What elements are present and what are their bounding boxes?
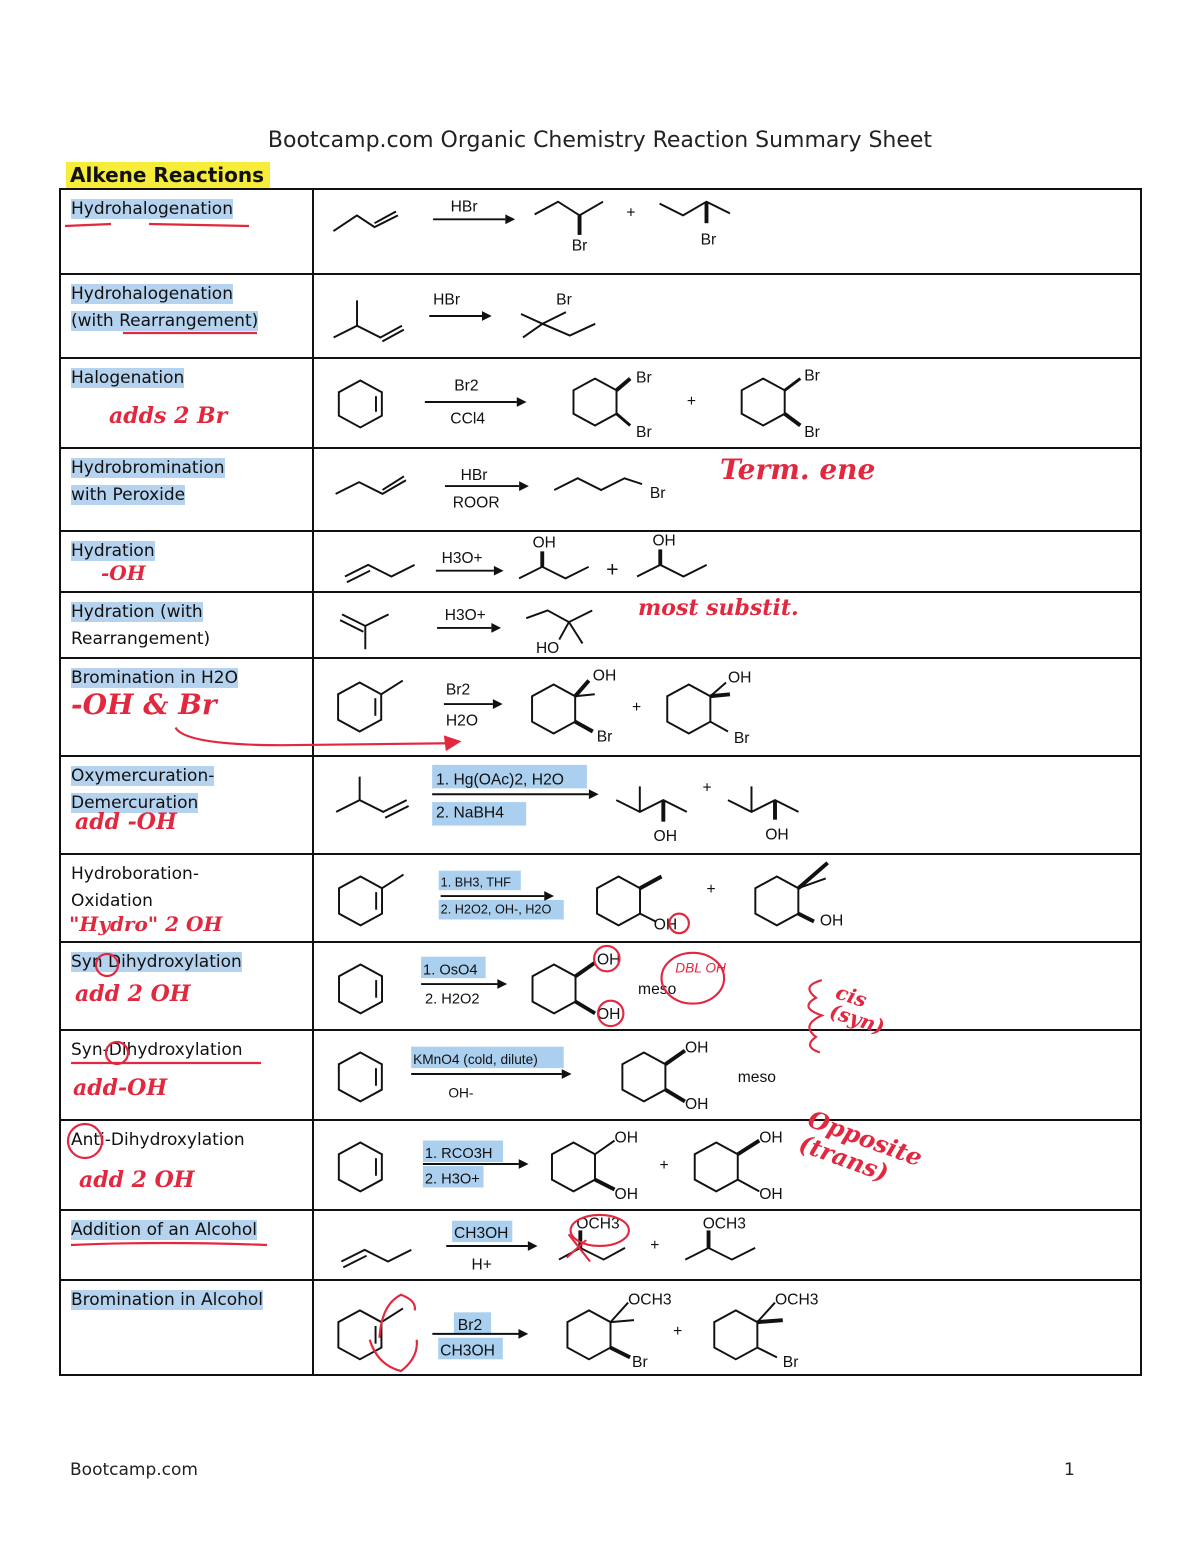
reagent-label: OH- — [448, 1085, 474, 1101]
reaction-name: Oxymercuration- — [71, 766, 215, 786]
reagent-label: 1. RCO3H — [424, 1146, 493, 1163]
atom-label: Br — [804, 367, 820, 385]
plus-sign: + — [706, 881, 716, 899]
reaction-scheme-cell — [313, 854, 1141, 942]
atom-label: OH — [597, 1006, 621, 1024]
reaction-name: Addition of an Alcohol — [71, 1220, 257, 1240]
reaction-table — [59, 188, 1142, 1376]
reagent-label: HBr — [460, 467, 488, 485]
reaction-name: Bromination in Alcohol — [71, 1290, 264, 1310]
reagent-label: H3O+ — [444, 607, 486, 625]
reaction-scheme-cell — [313, 358, 1141, 448]
table-row — [60, 358, 1141, 448]
handwritten-note: add -OH — [75, 809, 177, 835]
reaction-scheme — [314, 532, 1140, 591]
page-title: Bootcamp.com Organic Chemistry Reaction Summary Sheet — [267, 128, 933, 153]
reaction-name-cell — [60, 854, 313, 942]
atom-label: OH — [532, 534, 556, 552]
plus-sign: + — [686, 392, 697, 410]
reagent-label: Br2 — [457, 1316, 483, 1334]
reaction-name: Hydrohalogenation — [71, 199, 233, 219]
reagent-label: H+ — [471, 1256, 492, 1274]
reaction-name: Hydroboration- — [71, 864, 199, 884]
atom-label: Br — [804, 424, 820, 442]
reaction-name: Halogenation — [71, 368, 185, 388]
reaction-name-cell — [60, 756, 313, 854]
reagent-label: 1. Hg(OAc)2, H2O — [436, 771, 564, 789]
atom-label: Br — [782, 1354, 799, 1372]
atom-label: OH — [819, 912, 844, 930]
reaction-name-cell — [60, 531, 313, 592]
reaction-scheme-cell — [313, 592, 1141, 658]
reaction-scheme-cell — [313, 1030, 1141, 1120]
reagent-label: Br2 — [454, 377, 479, 395]
handwritten-note: add-OH — [73, 1075, 168, 1101]
plus-sign: + — [659, 1156, 669, 1174]
reaction-name-cell — [60, 1210, 313, 1280]
reaction-name: Hydrohalogenation — [71, 284, 233, 304]
reaction-scheme — [314, 1211, 1140, 1279]
reagent-label: 1. OsO4 — [423, 962, 478, 979]
side-note: Opposite (trans) — [795, 1104, 927, 1188]
reaction-scheme-cell — [313, 658, 1141, 756]
reagent-label: 2. NaBH4 — [436, 804, 504, 822]
atom-label: OH — [652, 532, 676, 550]
reagent-label: 2. H2O2, OH-, H2O — [440, 902, 552, 917]
reagent-label: 2. H2O2 — [425, 991, 480, 1008]
side-note: cis (syn) — [826, 979, 888, 1040]
reaction-name-cell — [60, 1120, 313, 1210]
reaction-name: Hydration (with — [71, 602, 203, 622]
atom-label: Br — [700, 231, 717, 249]
atom-label: OH — [614, 1129, 638, 1147]
handwritten-note: -OH — [101, 561, 146, 585]
table-row — [60, 658, 1141, 756]
reaction-name-cell — [60, 942, 313, 1030]
reaction-scheme-cell — [313, 531, 1141, 592]
handwritten-note: add 2 OH — [79, 1167, 195, 1193]
table-row — [60, 1030, 1141, 1120]
reaction-name-cell — [60, 448, 313, 531]
reaction-scheme — [314, 190, 1140, 273]
plus-sign: + — [626, 204, 636, 222]
plus-sign: + — [606, 557, 619, 582]
reaction-scheme — [314, 943, 1140, 1029]
circle-annotation — [91, 947, 131, 983]
atom-label: OH — [614, 1186, 638, 1204]
reagent-label: H3O+ — [441, 549, 483, 567]
atom-label: Br — [636, 424, 652, 442]
reaction-name-cell — [60, 658, 313, 756]
table-row — [60, 854, 1141, 942]
atom-label: OH — [653, 916, 678, 934]
plus-sign: + — [631, 698, 642, 716]
side-note: DBL OH — [675, 960, 726, 976]
footer-site: Bootcamp.com — [70, 1460, 198, 1480]
table-row — [60, 189, 1141, 274]
product-label: meso — [737, 1068, 776, 1086]
reaction-scheme — [314, 659, 1140, 755]
reaction-name-line2: Oxidation — [71, 891, 153, 911]
atom-label: HO — [535, 640, 560, 658]
reaction-scheme — [314, 359, 1140, 447]
reaction-scheme-cell — [313, 756, 1141, 854]
table-row — [60, 1210, 1141, 1280]
atom-label: OCH3 — [628, 1291, 672, 1309]
atom-label: OCH3 — [576, 1215, 620, 1233]
table-row — [60, 756, 1141, 854]
section-heading: Alkene Reactions — [66, 162, 270, 189]
table-row — [60, 1280, 1141, 1375]
handwritten-note: -OH & Br — [71, 688, 217, 721]
table-row — [60, 1120, 1141, 1210]
reagent-label: ROOR — [452, 494, 500, 512]
page-number: 1 — [1064, 1460, 1075, 1480]
reaction-scheme-cell — [313, 448, 1141, 531]
reaction-scheme-cell — [313, 274, 1141, 358]
handwritten-note: add 2 OH — [75, 981, 191, 1007]
atom-label: OCH3 — [774, 1291, 819, 1309]
underline-annotation — [61, 1057, 294, 1071]
table-row — [60, 448, 1141, 531]
atom-label: OH — [592, 667, 617, 685]
reagent-label: H2O — [445, 712, 479, 730]
reagent-label: CH3OH — [440, 1342, 495, 1360]
reaction-scheme-cell — [313, 942, 1141, 1030]
reaction-name-cell — [60, 358, 313, 448]
reaction-name-cell — [60, 189, 313, 274]
atom-label: OH — [684, 1096, 709, 1114]
reaction-name-cell — [60, 1030, 313, 1120]
reagent-label: 2. H3O+ — [424, 1171, 480, 1188]
reaction-name: Hydrobromination — [71, 458, 225, 478]
circle-annotation — [61, 1121, 121, 1167]
table-row — [60, 274, 1141, 358]
reaction-scheme — [314, 757, 1140, 853]
reaction-name-cell — [60, 1280, 313, 1375]
atom-label: OCH3 — [702, 1215, 746, 1233]
atom-label: OH — [759, 1129, 783, 1147]
atom-label: OH — [759, 1186, 783, 1204]
handwritten-note: adds 2 Br — [109, 403, 228, 429]
plus-sign: + — [650, 1236, 660, 1254]
plus-sign: + — [673, 1322, 683, 1340]
reaction-scheme — [314, 1031, 1140, 1119]
atom-label: Br — [571, 237, 588, 255]
product-label: meso — [638, 980, 677, 998]
reagent-label: CH3OH — [454, 1225, 509, 1243]
plus-sign: + — [702, 779, 712, 797]
reaction-name-line2: (with Rearrangement) — [71, 311, 259, 331]
reaction-name-line2: Rearrangement) — [71, 629, 211, 649]
reagent-label: Br2 — [445, 681, 471, 699]
reaction-name-cell — [60, 592, 313, 658]
reaction-name-line2: with Peroxide — [71, 485, 186, 505]
reaction-name: Anti-Dihydroxylation — [71, 1130, 245, 1150]
reaction-name: Hydration — [71, 541, 155, 561]
reagent-label: 1. BH3, THF — [440, 875, 511, 890]
reagent-label: KMnO4 (cold, dilute) — [413, 1052, 538, 1068]
reagent-label: HBr — [433, 291, 461, 309]
reaction-name-line2: Demercuration — [71, 793, 199, 813]
reaction-name: Syn Dihydroxylation — [71, 952, 242, 972]
reaction-scheme — [314, 855, 1140, 941]
atom-label: Br — [649, 484, 666, 502]
handwritten-note: most substit. — [638, 595, 799, 621]
handwritten-note: "Hydro" 2 OH — [69, 912, 223, 936]
table-row — [60, 592, 1141, 658]
atom-label: Br — [733, 730, 750, 748]
atom-label: OH — [765, 826, 789, 844]
reaction-scheme-cell — [313, 1210, 1141, 1280]
handwritten-note: Term. ene — [720, 453, 876, 486]
atom-label: Br — [632, 1354, 648, 1372]
table-row — [60, 942, 1141, 1030]
underline-annotation — [61, 1239, 294, 1253]
reaction-name-cell — [60, 274, 313, 358]
reaction-name: Bromination in H2O — [71, 668, 239, 688]
table-row — [60, 531, 1141, 592]
reaction-scheme-cell — [313, 1280, 1141, 1375]
atom-label: Br — [596, 728, 613, 746]
underline-annotation — [61, 214, 294, 234]
reaction-scheme — [314, 275, 1140, 357]
atom-label: Br — [556, 291, 572, 309]
reaction-scheme — [314, 1281, 1140, 1374]
reagent-label: HBr — [450, 198, 478, 216]
reagent-label: CCl4 — [450, 410, 486, 428]
reaction-name: Syn-Dihydroxylation — [71, 1040, 243, 1060]
atom-label: OH — [597, 951, 621, 969]
atom-label: OH — [727, 669, 752, 687]
reaction-scheme-cell — [313, 1120, 1141, 1210]
reaction-scheme-cell — [313, 189, 1141, 274]
atom-label: OH — [653, 828, 678, 846]
reaction-scheme — [314, 1121, 1140, 1209]
atom-label: Br — [636, 369, 652, 387]
underline-annotation — [61, 327, 294, 341]
atom-label: OH — [684, 1039, 709, 1057]
